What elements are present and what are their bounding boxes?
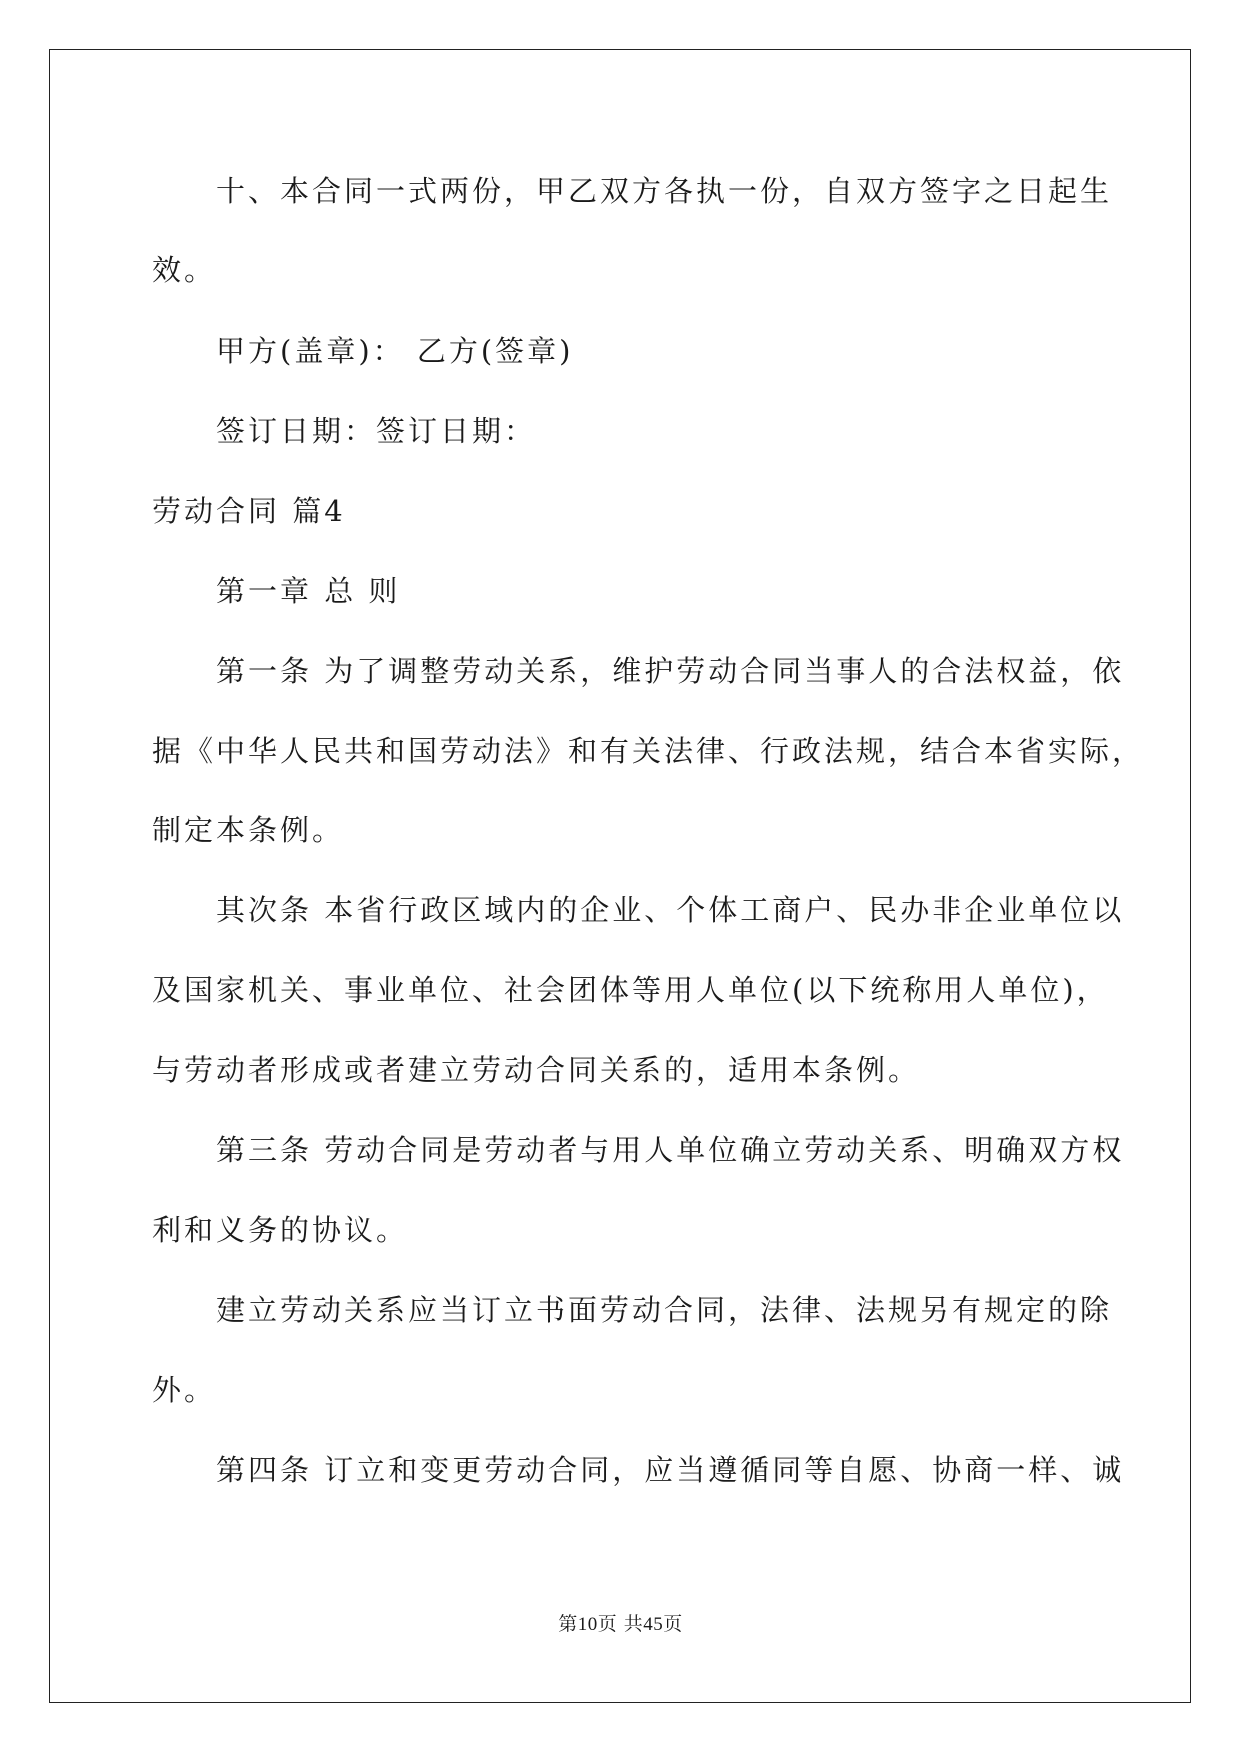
article-one-line-2: 据《中华人民共和国劳动法》和有关法律、行政法规，结合本省实际，	[152, 734, 1145, 768]
article-one-line-1: 第一条 为了调整劳动关系，维护劳动合同当事人的合法权益，依	[216, 654, 1125, 688]
footer-suffix: 页	[663, 1613, 683, 1635]
article-three-line-2: 利和义务的协议。	[152, 1213, 409, 1247]
chapter-heading: 第一章 总 则	[216, 574, 401, 608]
article-two-line-2: 及国家机关、事业单位、社会团体等用人单位(以下统称用人单位)，	[152, 973, 1109, 1007]
article-two-line-3: 与劳动者形成或者建立劳动合同关系的，适用本条例。	[152, 1053, 921, 1087]
current-page-number: 10	[577, 1614, 598, 1635]
footer-middle: 页 共	[597, 1613, 644, 1635]
page-footer	[0, 1612, 1241, 1637]
section-heading: 劳动合同 篇4	[152, 494, 346, 528]
article-four-line-1: 第四条 订立和变更劳动合同，应当遵循同等自愿、协商一样、诚	[216, 1453, 1125, 1487]
clause-ten-line-1: 十、本合同一式两份，甲乙双方各执一份，自双方签字之日起生	[216, 174, 1113, 208]
article-three-line-1: 第三条 劳动合同是劳动者与用人单位确立劳动关系、明确双方权	[216, 1133, 1125, 1167]
clause-ten-line-2: 效。	[152, 253, 217, 287]
party-signature-line: 甲方(盖章)： 乙方(签章)	[216, 334, 574, 368]
paragraph-written-contract-line-2: 外。	[152, 1373, 217, 1407]
footer-prefix: 第	[558, 1613, 578, 1635]
article-two-line-1: 其次条 本省行政区域内的企业、个体工商户、民办非企业单位以	[216, 893, 1125, 927]
signing-date-line: 签订日期：签订日期：	[216, 414, 537, 448]
article-one-line-3: 制定本条例。	[152, 813, 345, 847]
paragraph-written-contract-line-1: 建立劳动关系应当订立书面劳动合同，法律、法规另有规定的除	[216, 1293, 1113, 1327]
total-page-count: 45	[643, 1614, 664, 1635]
